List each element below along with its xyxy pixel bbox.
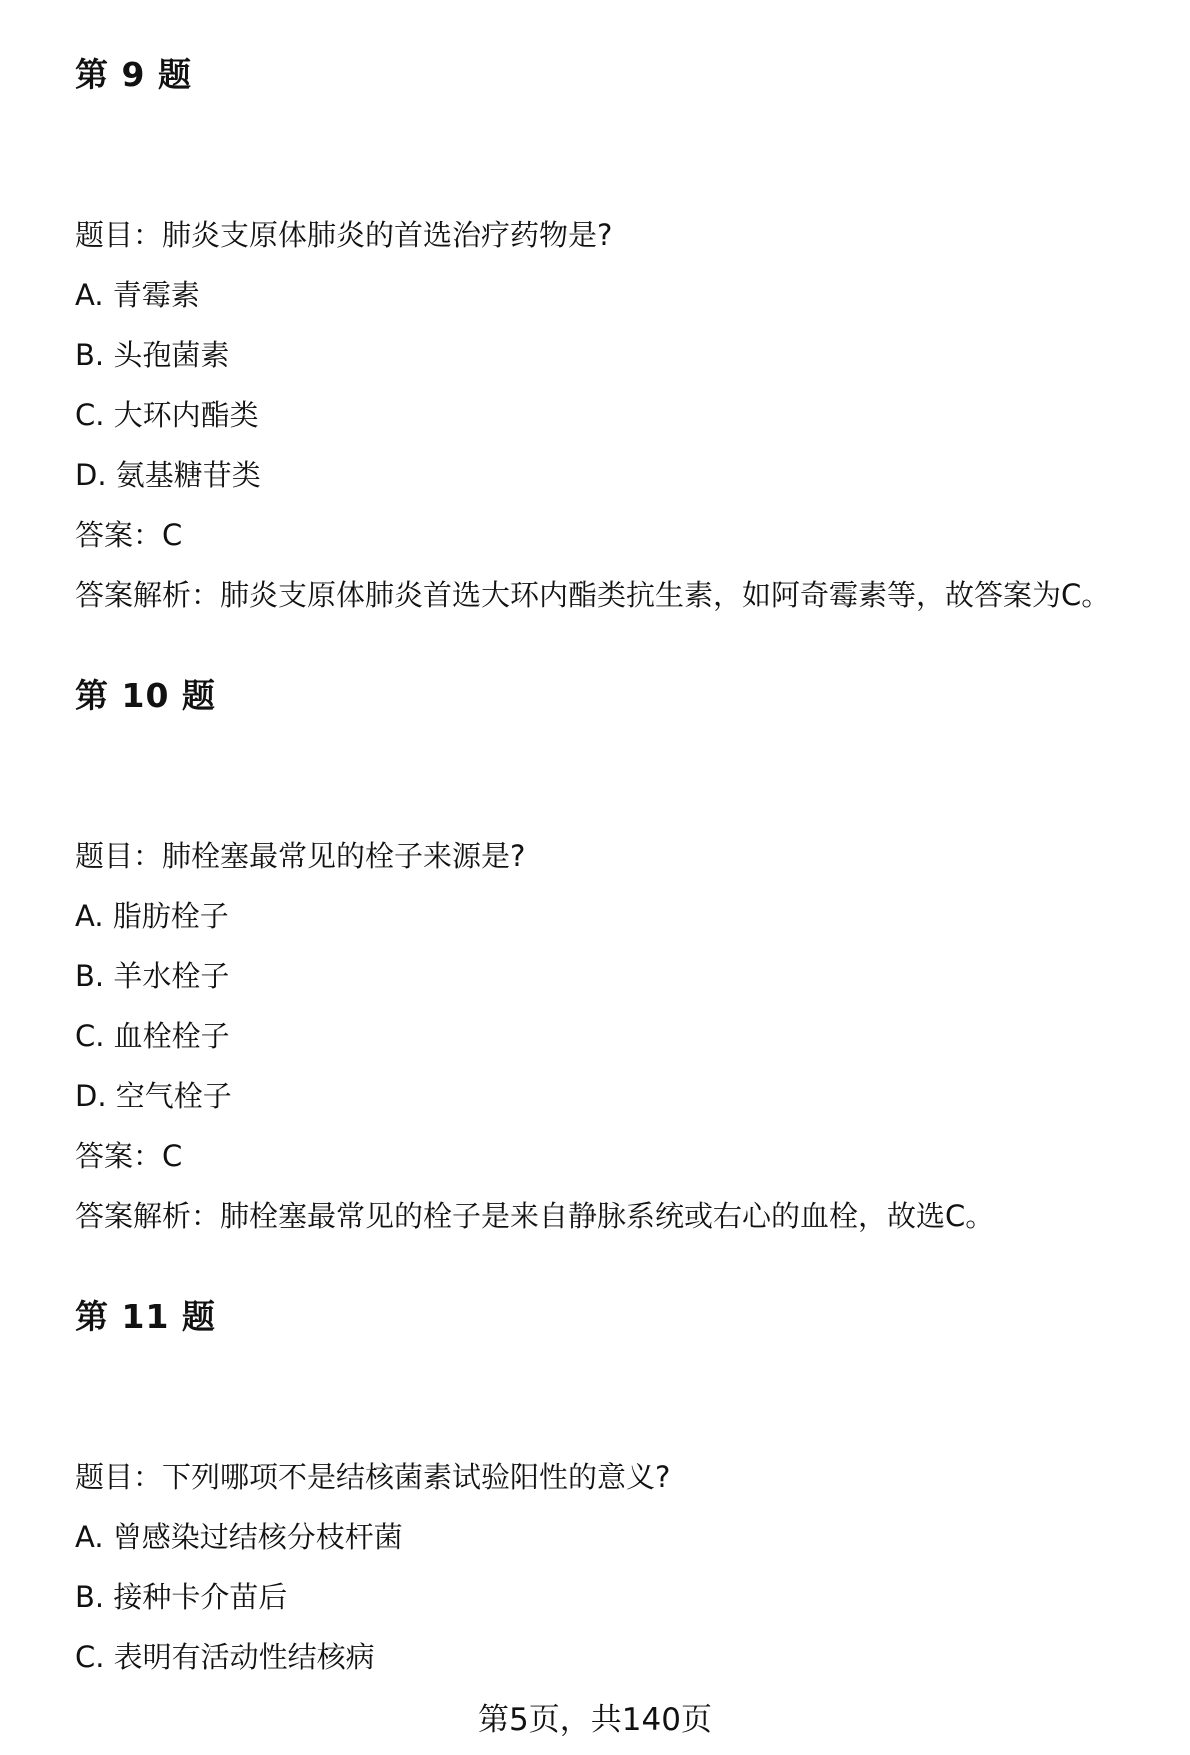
question-heading: 第 10 题 xyxy=(75,676,216,715)
question-stem: 题目：下列哪项不是结核菌素试验阳性的意义? xyxy=(75,1460,671,1494)
question-heading: 第 9 题 xyxy=(75,55,192,94)
option-b: B. 羊水栓子 xyxy=(75,959,230,993)
option-c: C. 大环内酯类 xyxy=(75,398,259,432)
question-heading: 第 11 题 xyxy=(75,1297,216,1336)
page-number: 第5页，共140页 xyxy=(478,1702,712,1738)
question-stem: 题目：肺炎支原体肺炎的首选治疗药物是? xyxy=(75,218,613,252)
option-a: A. 脂肪栓子 xyxy=(75,899,229,933)
answer: 答案：C xyxy=(75,518,183,552)
answer: 答案：C xyxy=(75,1139,183,1173)
option-d: D. 氨基糖苷类 xyxy=(75,458,261,492)
option-a: A. 青霉素 xyxy=(75,278,200,312)
option-b: B. 接种卡介苗后 xyxy=(75,1580,288,1614)
option-a: A. 曾感染过结核分枝杆菌 xyxy=(75,1520,403,1554)
option-c: C. 血栓栓子 xyxy=(75,1019,230,1053)
answer-explanation: 答案解析：肺栓塞最常见的栓子是来自静脉系统或右心的血栓，故选C。 xyxy=(75,1199,995,1233)
answer-explanation: 答案解析：肺炎支原体肺炎首选大环内酯类抗生素，如阿奇霉素等，故答案为C。 xyxy=(75,578,1111,612)
question-stem: 题目：肺栓塞最常见的栓子来源是? xyxy=(75,839,526,873)
option-b: B. 头孢菌素 xyxy=(75,338,230,372)
option-d: D. 空气栓子 xyxy=(75,1079,232,1113)
option-c: C. 表明有活动性结核病 xyxy=(75,1640,375,1674)
